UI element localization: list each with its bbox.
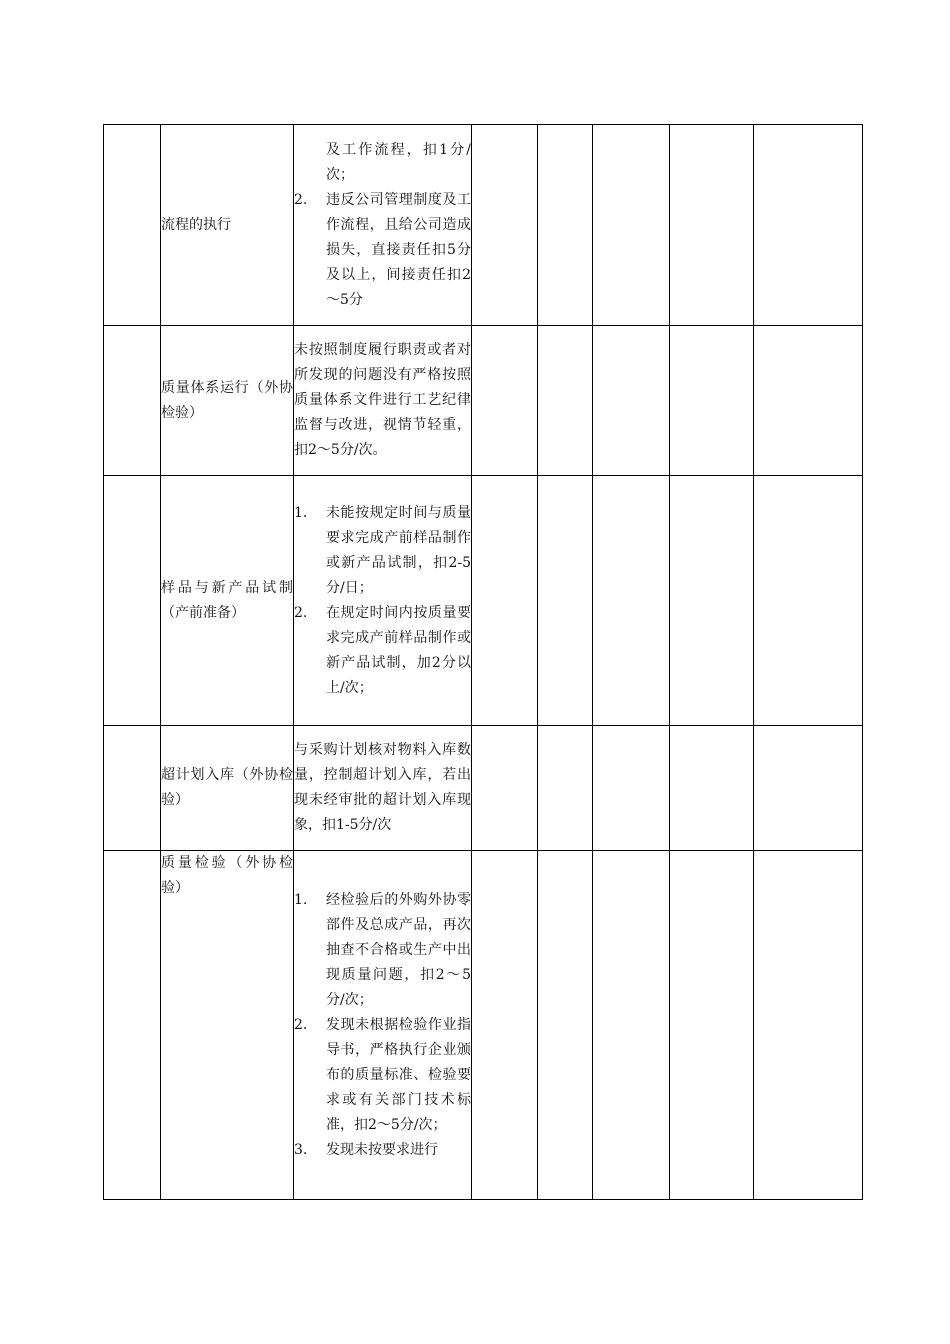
- item-name-cell: [161, 125, 294, 326]
- table-row: [104, 851, 863, 1200]
- score-cell: [472, 326, 538, 476]
- table-row: [104, 476, 863, 726]
- score-cell: [538, 125, 593, 326]
- score-cell: [670, 476, 754, 726]
- index-cell: [104, 326, 161, 476]
- score-cell: [593, 326, 670, 476]
- index-cell: [104, 726, 161, 851]
- item-name-cell: [161, 476, 294, 726]
- criteria-item: 1. 未能按规定时间与质量要求完成产前样品制作或新产品试制，扣2-5分/日；: [294, 504, 471, 596]
- index-cell: [104, 125, 161, 326]
- remark-cell: [754, 476, 863, 726]
- criteria-cell: [294, 476, 472, 726]
- score-cell: [472, 476, 538, 726]
- item-name-cell: [161, 726, 294, 851]
- score-cell: [670, 125, 754, 326]
- criteria-item: 2. 发现未根据检验作业指导书，严格执行企业颁布的质量标准、检验要求或有关部门技术标准，扣2～5分/次；: [294, 1016, 471, 1133]
- index-cell: [104, 851, 161, 1200]
- criteria-item: 1. 经检验后的外购外协零部件及总成产品，再次抽查不合格或生产中出现质量问题，扣2～5分/次；: [294, 891, 471, 1008]
- criteria-item: 2. 在规定时间内按质量要求完成产前样品制作或新产品试制，加2分以上/次；: [294, 604, 471, 696]
- score-cell: [593, 851, 670, 1200]
- criteria-cell: [294, 326, 472, 476]
- criteria-item: 2. 违反公司管理制度及工作流程，且给公司造成损失，直接责任扣5分及以上，间接责任扣2～5分: [294, 191, 471, 308]
- score-cell: [593, 125, 670, 326]
- item-name-cell: [161, 326, 294, 476]
- criteria-continued: 及工作流程，扣1分/次；: [326, 141, 471, 183]
- score-cell: [670, 726, 754, 851]
- score-cell: [593, 726, 670, 851]
- criteria-text: 未按照制度履行职责或者对所发现的问题没有严格按照质量体系文件进行工艺纪律监督与改进，视情节轻重，扣2～5分/次。: [294, 342, 471, 458]
- item-name: 超计划入库（外协检验）: [161, 767, 293, 808]
- remark-cell: [754, 125, 863, 326]
- criteria-cell: [294, 851, 472, 1200]
- score-cell: [670, 326, 754, 476]
- assessment-table: [103, 124, 863, 1200]
- score-cell: [472, 851, 538, 1200]
- item-name: 流程的执行: [161, 216, 231, 233]
- remark-cell: [754, 851, 863, 1200]
- remark-cell: [754, 726, 863, 851]
- score-cell: [538, 726, 593, 851]
- score-cell: [472, 726, 538, 851]
- score-cell: [538, 326, 593, 476]
- index-cell: [104, 476, 161, 726]
- criteria-cell: [294, 125, 472, 326]
- criteria-cell: [294, 726, 472, 851]
- score-cell: [472, 125, 538, 326]
- criteria-item: 3. 发现未按要求进行: [294, 1141, 438, 1158]
- remark-cell: [754, 326, 863, 476]
- score-cell: [538, 851, 593, 1200]
- score-cell: [593, 476, 670, 726]
- item-name: 质量检验（外协检验）: [161, 855, 293, 896]
- score-cell: [538, 476, 593, 726]
- item-name: 样品与新产品试制（产前准备）: [161, 579, 293, 621]
- criteria-text: 与采购计划核对物料入库数量，控制超计划入库，若出现未经审批的超计划入库现象，扣1-5分/次: [294, 742, 471, 833]
- table-row: [104, 326, 863, 476]
- item-name: 质量体系运行（外协检验）: [161, 379, 293, 421]
- table-row: [104, 125, 863, 326]
- score-cell: [670, 851, 754, 1200]
- item-name-cell: [161, 851, 294, 1200]
- table-row: [104, 726, 863, 851]
